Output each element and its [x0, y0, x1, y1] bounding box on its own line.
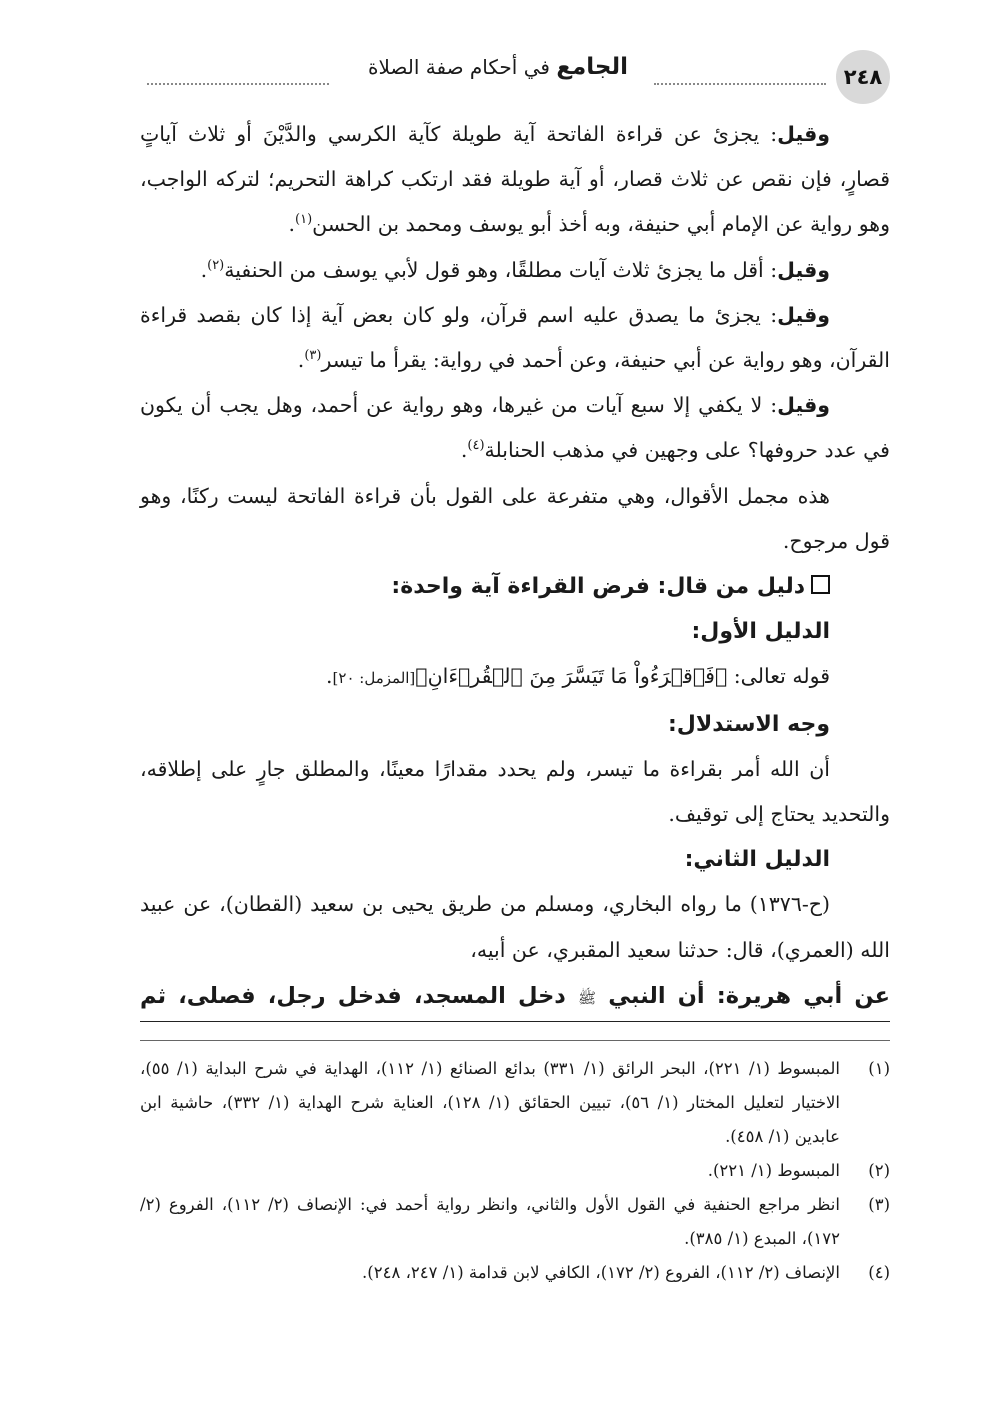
- footnote-ref[interactable]: (١): [295, 212, 313, 228]
- footnote-item: [140, 1154, 890, 1188]
- punctuation: .: [200, 257, 208, 282]
- footnote-ref[interactable]: (٤): [467, 438, 485, 454]
- paragraph-summary: هذه مجمل الأقوال، وهي متفرعة على القول بأن قراءة الفاتحة ليست ركنًا، وهو قول مرجوح.: [140, 483, 890, 553]
- book-title-main: الجامع: [556, 54, 628, 80]
- evidence-heading-1: الدليل الأول:: [691, 619, 830, 645]
- paragraph-reasoning: أن الله أمر بقراءة ما تيسر، ولم يحدد مقدارًا معينًا، والمطلق جارٍ على إطلاقه، والتحديد يحتاج إلى توقيف.: [140, 756, 890, 827]
- paragraph-text: : لا يكفي إلا سبع آيات من غيرها، وهو رواية عن أحمد، وهل يجب أن يكون في عدد حروفها؟ على وجهين في مذهب الحنابلة: [140, 393, 890, 463]
- footnote-ref[interactable]: (٢): [207, 257, 225, 273]
- paragraph-text: : يجزئ ما يصدق عليه اسم قرآن، ولو كان بعض آية إذا كان بقصد قراءة القرآن، وهو رواية عن أبي حنيفة، وعن أحمد في رواية: يقرأ ما تيسر: [140, 302, 890, 373]
- paragraph-opinion-2: [140, 248, 890, 293]
- opinion-lead: وقيل: [777, 257, 830, 282]
- paragraph-opinion-1: [140, 112, 890, 248]
- book-title: [368, 54, 628, 80]
- hadith-part-1: عن أبي هريرة: أن النبي: [596, 982, 890, 1009]
- verse-intro: قوله تعالى:: [727, 664, 830, 689]
- quran-verse: ﴿فَٱقۡرَءُواْ مَا تَيَسَّرَ مِنَ ٱلۡقُرۡءَانِ﴾: [415, 664, 728, 689]
- salutation-glyph: ﷺ: [578, 988, 597, 1007]
- footnote-item: [140, 1188, 890, 1256]
- opinion-lead: وقيل: [777, 393, 830, 418]
- footnote-item: [140, 1256, 890, 1290]
- page-number-badge: ٢٤٨: [836, 50, 890, 104]
- hadith-text: [140, 973, 890, 1022]
- paragraph-text: : أقل ما يجزئ ثلاث آيات مطلقًا، وهو قول لأبي يوسف من الحنفية: [224, 257, 778, 282]
- footnote-text: المبسوط (١/ ٢٢١)، البحر الرائق (١/ ٣٣١) بدائع الصنائع (١/ ١١٢)، الهداية في شرح البداية (١/ ٥٥)، الاختيار لتعليل المختار (١/ ٥٦)، تبيين الحقائق (١/ ١٢٨)، العناية شرح الهداية (١/ ٣٣٢)، حاشية ابن عابدين (١/ ٤٥٨).: [140, 1059, 841, 1146]
- footnote-ref[interactable]: (٣): [304, 348, 322, 364]
- footnote-text: الإنصاف (٢/ ١١٢)، الفروع (٢/ ١٧٢)، الكافي لابن قدامة (١/ ٢٤٧، ٢٤٨).: [362, 1263, 840, 1282]
- hadith-text-block: [140, 973, 890, 1022]
- checkbox-square-icon: [811, 575, 830, 594]
- paragraph-opinion-4: [140, 383, 890, 473]
- punctuation: .: [297, 348, 305, 373]
- hadith-part-2: دخل المسجد، فدخل رجل، فصلى، ثم: [140, 982, 578, 1009]
- footnote-separator: [140, 1040, 890, 1041]
- paragraph-quran-verse: [140, 654, 890, 701]
- opinion-lead: وقيل: [777, 122, 830, 146]
- evidence-heading-2: الدليل الثاني:: [684, 847, 830, 873]
- running-header: [145, 40, 890, 100]
- footnote-number: (٣): [868, 1195, 890, 1214]
- header-dotted-rule-right: [654, 83, 826, 85]
- verse-reference: [المزمل: ٢٠]: [332, 669, 416, 688]
- punctuation: .: [460, 438, 468, 463]
- book-title-rest: في أحكام صفة الصلاة: [367, 55, 550, 79]
- main-text: [140, 112, 890, 1022]
- footnotes: [140, 1052, 890, 1290]
- footnote-number: (٢): [868, 1161, 890, 1180]
- paragraph-hadith-chain: (ح-١٣٧٦) ما رواه البخاري، ومسلم من طريق يحيى بن سعيد (القطان)، عن عبيد الله (العمري)، قال: حدثنا سعيد المقبري، عن أبيه،: [140, 892, 890, 962]
- footnote-text: انظر مراجع الحنفية في القول الأول والثاني، وانظر رواية أحمد في: الإنصاف (٢/ ١١٢)، الفروع (٢/ ١٧٢)، المبدع (١/ ٣٨٥).: [140, 1195, 840, 1248]
- opinion-lead: وقيل: [777, 302, 830, 327]
- section-heading: [140, 564, 890, 609]
- header-dotted-rule-left: [147, 83, 329, 85]
- footnote-text: المبسوط (١/ ٢٢١).: [707, 1161, 840, 1180]
- footnote-number: (٤): [868, 1263, 890, 1282]
- paragraph-opinion-3: [140, 293, 890, 383]
- reasoning-heading: وجه الاستدلال:: [667, 711, 830, 737]
- punctuation: .: [326, 664, 333, 689]
- punctuation: .: [288, 212, 295, 237]
- footnote-number: (١): [868, 1059, 890, 1078]
- section-heading-text: دليل من قال: فرض القراءة آية واحدة:: [391, 574, 805, 600]
- footnote-item: [140, 1052, 890, 1154]
- paragraph-text: : يجزئ عن قراءة الفاتحة آية طويلة كآية الكرسي والدَّيْنَ أو ثلاث آياتٍ قصارٍ، فإن نقص عن ثلاث قصار، أو آية طويلة فقد ارتكب كراهة التحريم؛ لتركه الواجب، وهو رواية عن الإمام أبي حنيفة، وبه أخذ أبو يوسف ومحمد بن الحسن: [140, 122, 890, 237]
